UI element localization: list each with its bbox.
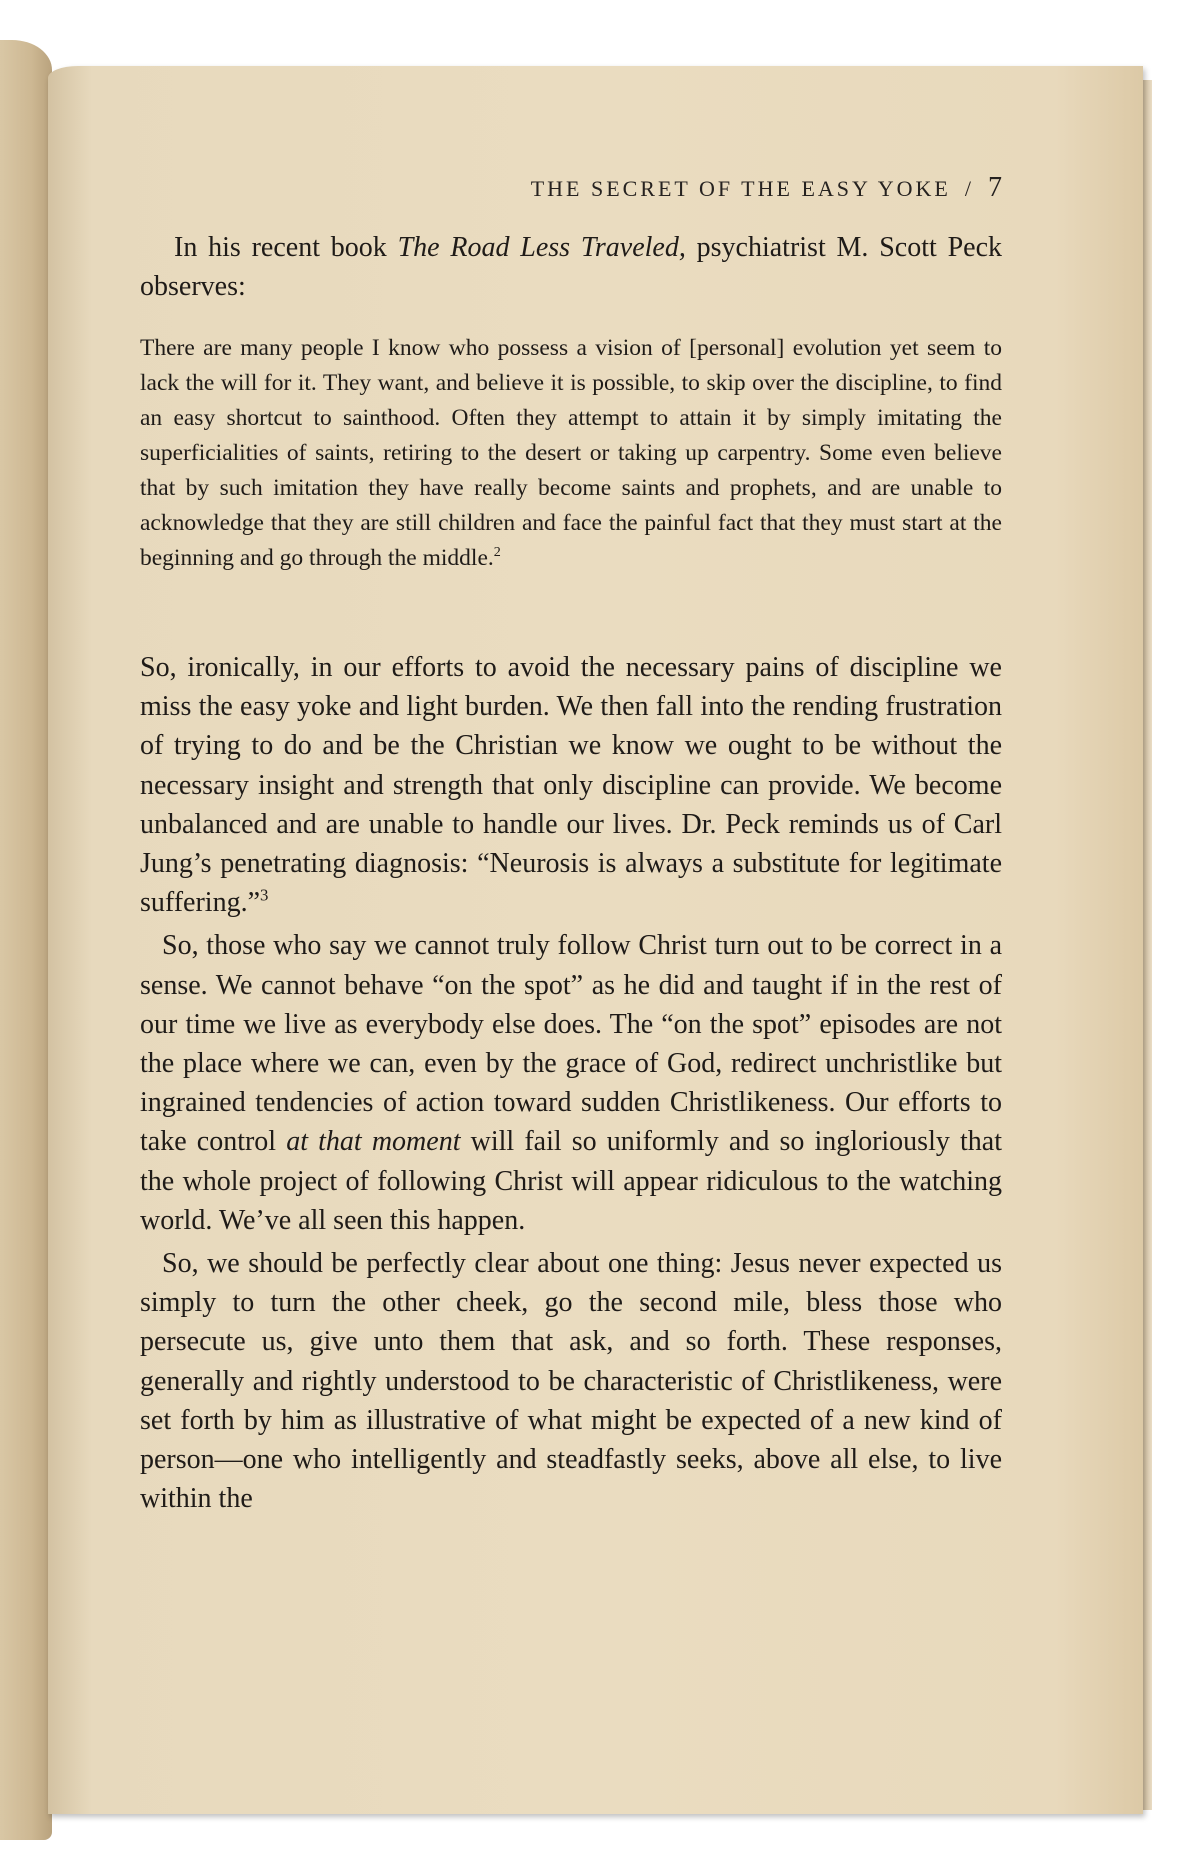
- paragraph: [140, 648, 1002, 922]
- paragraph-text: will fail so uniformly and so ingloriously that the whole project of following Christ will appear ridiculous to the watching world. We’ve all seen this happen.: [140, 1126, 1002, 1236]
- intro-text-before: In his recent book: [174, 232, 398, 263]
- paragraph-text: So, we should be perfectly clear about one thing: Jesus never expected us simply to turn the other cheek, go the second mile, bless those who persecute us, give unto them that ask, and so forth. These responses, generally and rightly understood to be characteristic of Christlikeness, were set forth by him as illustrative of what might be expected of a new kind of person—one who intelligently and steadfastly seeks, above all else, to live within the: [140, 1248, 1002, 1515]
- body-text: [140, 648, 1002, 1522]
- page-number: 7: [988, 172, 1002, 203]
- intro-paragraph: [140, 228, 1002, 306]
- footnote-marker: 2: [493, 544, 501, 561]
- quote-text: There are many people I know who possess a vision of [personal] evolution yet seem to lack the will for it. They want, and believe it is possible, to skip over the discipline, to find an easy shortcut to sainthood. Often they attempt to attain it by simply imitating the superficialities of saints, retiring to the desert or taking up carpentry. Some even believe that by such imitation they have really become saints and prophets, and are unable to acknowledge that they are still children and face the painful fact that they must start at the beginning and go through the middle.: [140, 335, 1002, 571]
- header-separator: /: [964, 176, 974, 201]
- footnote-marker: 3: [260, 885, 269, 905]
- running-title: THE SECRET OF THE EASY YOKE: [530, 176, 951, 201]
- paragraph: [140, 1244, 1002, 1518]
- paragraph-text: So, those who say we cannot truly follow Christ turn out to be correct in a sense. We cannot behave “on the spot” as he did and taught if in the rest of our time we live as everybody else does. The “on the spot” episodes are not the place where we can, even by the grace of God, redirect unchristlike but ingrained tendencies of action toward sudden Christlikeness. Our efforts to take control: [140, 930, 1002, 1158]
- left-page-edge: [0, 40, 52, 1840]
- running-header: [140, 172, 1002, 204]
- intro-text-after: psychiatrist M. Scott Peck observes:: [140, 232, 1002, 302]
- emphasis-text: at that moment: [286, 1126, 461, 1158]
- paragraph-text: So, ironically, in our efforts to avoid the necessary pains of discipline we miss the easy yoke and light burden. We then fall into the rending frustration of trying to do and be the Christian we know we ought to be without the necessary insight and strength that only discipline can provide. We become unbalanced and are unable to handle our lives. Dr. Peck reminds us of Carl Jung’s penetrating diagnosis: “Neurosis is always a substitute for legitimate suffering.”: [140, 652, 1002, 919]
- paragraph: [140, 926, 1002, 1240]
- block-quote: [140, 331, 1002, 576]
- book-title: The Road Less Traveled,: [397, 232, 686, 263]
